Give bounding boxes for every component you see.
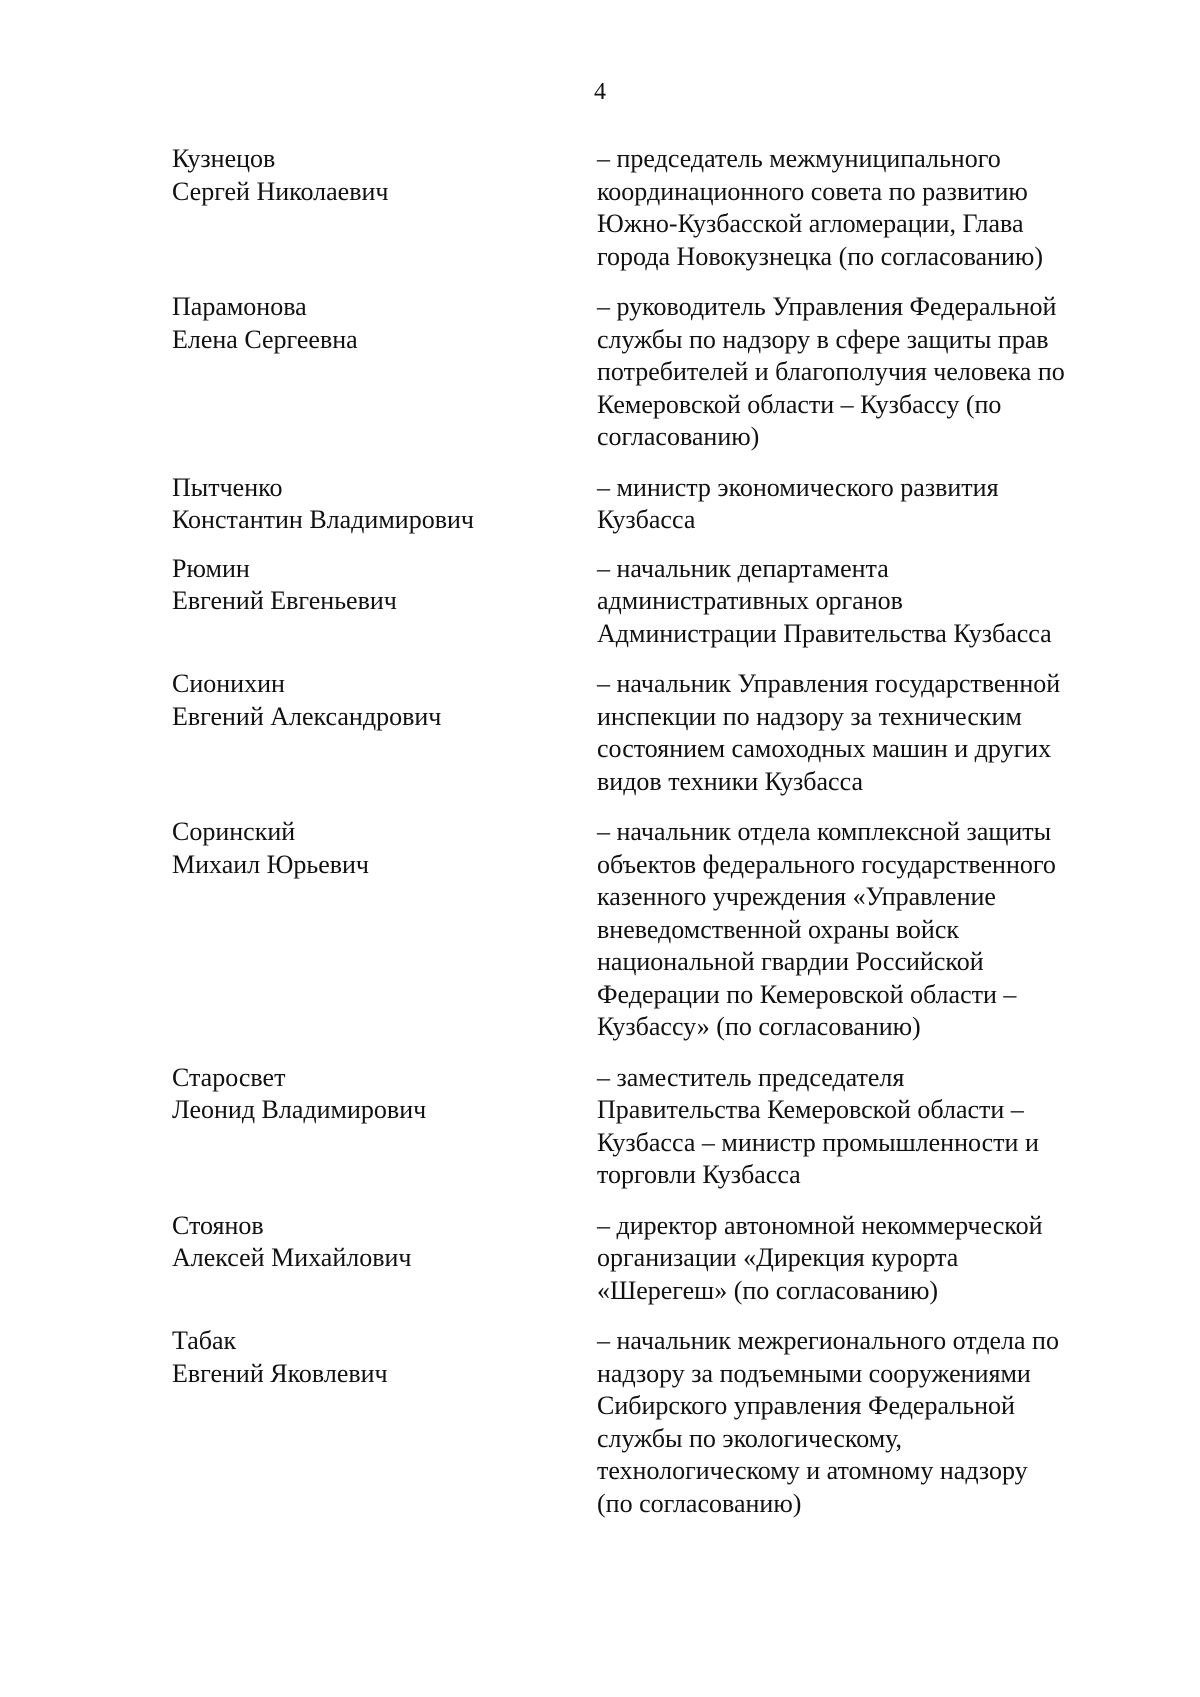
member-name <box>172 1325 597 1520</box>
position-line: потребителей и благополучия человека по <box>597 357 1065 386</box>
member-name <box>172 816 597 1044</box>
position-line: объектов федерального государственного <box>597 849 1056 879</box>
member-surname: Табак <box>172 1326 237 1355</box>
position-line: «Шерегеш» (по согласованию) <box>597 1275 939 1305</box>
member-entry <box>172 553 1132 651</box>
position-line: Кузбасса <box>597 505 696 534</box>
member-position <box>597 291 1117 454</box>
member-given-names: Евгений Евгеньевич <box>172 586 397 615</box>
position-line: национальной гвардии Российской <box>597 947 984 976</box>
position-line: Кузбасса – министр промышленности и <box>597 1127 1039 1157</box>
position-line: Администрации Правительства Кузбасса <box>597 618 1052 648</box>
member-surname: Стоянов <box>172 1210 264 1240</box>
member-given-names: Евгений Яковлевич <box>172 1358 388 1388</box>
member-entry <box>172 291 1132 454</box>
position-line: – начальник отдела комплексной защиты <box>597 817 1052 846</box>
position-line: видов техники Кузбасса <box>597 766 863 796</box>
position-line: согласованию) <box>597 422 760 451</box>
member-given-names: Михаил Юрьевич <box>172 849 370 879</box>
position-line: организации «Дирекция курорта <box>597 1243 959 1272</box>
member-entry <box>172 1062 1132 1192</box>
member-name <box>172 1210 597 1308</box>
position-line: торговли Кузбасса <box>597 1160 801 1189</box>
position-line: административных органов <box>597 586 903 615</box>
member-list <box>172 143 1132 1538</box>
member-position <box>597 668 1117 798</box>
member-position <box>597 553 1117 651</box>
member-surname: Старосвет <box>172 1062 286 1092</box>
member-position <box>597 1210 1117 1308</box>
member-name <box>172 472 597 537</box>
member-surname: Парамонова <box>172 292 307 321</box>
member-surname: Кузнецов <box>172 144 276 173</box>
position-line: вневедомственной охраны войск <box>597 914 960 944</box>
position-line: (по согласованию) <box>597 1488 802 1518</box>
position-line: – руководитель Управления Федеральной <box>597 292 1057 321</box>
page-number: 4 <box>594 79 606 105</box>
member-given-names: Константин Владимирович <box>172 505 474 534</box>
position-line: Кемеровской области – Кузбассу (по <box>597 389 1002 419</box>
member-surname: Соринский <box>172 817 296 846</box>
position-line: состоянием самоходных машин и других <box>597 734 1052 763</box>
position-line: города Новокузнецка (по согласованию) <box>597 241 1043 271</box>
member-name <box>172 1062 597 1192</box>
member-entry <box>172 143 1132 273</box>
member-entry <box>172 472 1132 537</box>
position-line: Южно-Кузбасской агломерации, Глава <box>597 209 1024 238</box>
position-line: – министр экономического развития <box>597 472 999 502</box>
member-given-names: Сергей Николаевич <box>172 176 389 206</box>
member-surname: Рюмин <box>172 553 250 583</box>
member-name <box>172 553 597 651</box>
member-given-names: Елена Сергеевна <box>172 324 358 354</box>
member-entry <box>172 1210 1132 1308</box>
position-line: службы по экологическому, <box>597 1423 903 1453</box>
position-line: – начальник департамента <box>597 553 889 583</box>
member-name <box>172 143 597 273</box>
member-entry <box>172 668 1132 798</box>
member-given-names: Евгений Александрович <box>172 701 442 731</box>
position-line: технологическому и атомному надзору <box>597 1456 1028 1485</box>
position-line: Федерации по Кемеровской области – <box>597 979 1017 1009</box>
member-surname: Пытченко <box>172 472 283 502</box>
member-position <box>597 1062 1117 1192</box>
member-given-names: Алексей Михайлович <box>172 1243 412 1272</box>
member-name <box>172 668 597 798</box>
position-line: инспекции по надзору за техническим <box>597 701 1022 731</box>
position-line: Правительства Кемеровской области – <box>597 1095 1024 1124</box>
member-position <box>597 472 1117 537</box>
position-line: службы по надзору в сфере защиты прав <box>597 324 1049 354</box>
position-line: – начальник межрегионального отдела по <box>597 1326 1059 1355</box>
position-line: надзору за подъемными сооружениями <box>597 1358 1031 1388</box>
member-position <box>597 1325 1117 1520</box>
position-line: координационного совета по развитию <box>597 176 1028 206</box>
member-position <box>597 143 1117 273</box>
position-line: казенного учреждения «Управление <box>597 882 996 911</box>
position-line: – председатель межмуниципального <box>597 144 1001 173</box>
position-line: – заместитель председателя <box>597 1062 905 1092</box>
member-entry <box>172 816 1132 1044</box>
member-given-names: Леонид Владимирович <box>172 1095 427 1124</box>
member-entry <box>172 1325 1132 1520</box>
position-line: – директор автономной некоммерческой <box>597 1210 1043 1240</box>
position-line: – начальник Управления государственной <box>597 669 1061 698</box>
member-surname: Сионихин <box>172 669 285 698</box>
member-position <box>597 816 1117 1044</box>
position-line: Кузбассу» (по согласованию) <box>597 1012 921 1041</box>
member-name <box>172 291 597 454</box>
position-line: Сибирского управления Федеральной <box>597 1391 1015 1420</box>
